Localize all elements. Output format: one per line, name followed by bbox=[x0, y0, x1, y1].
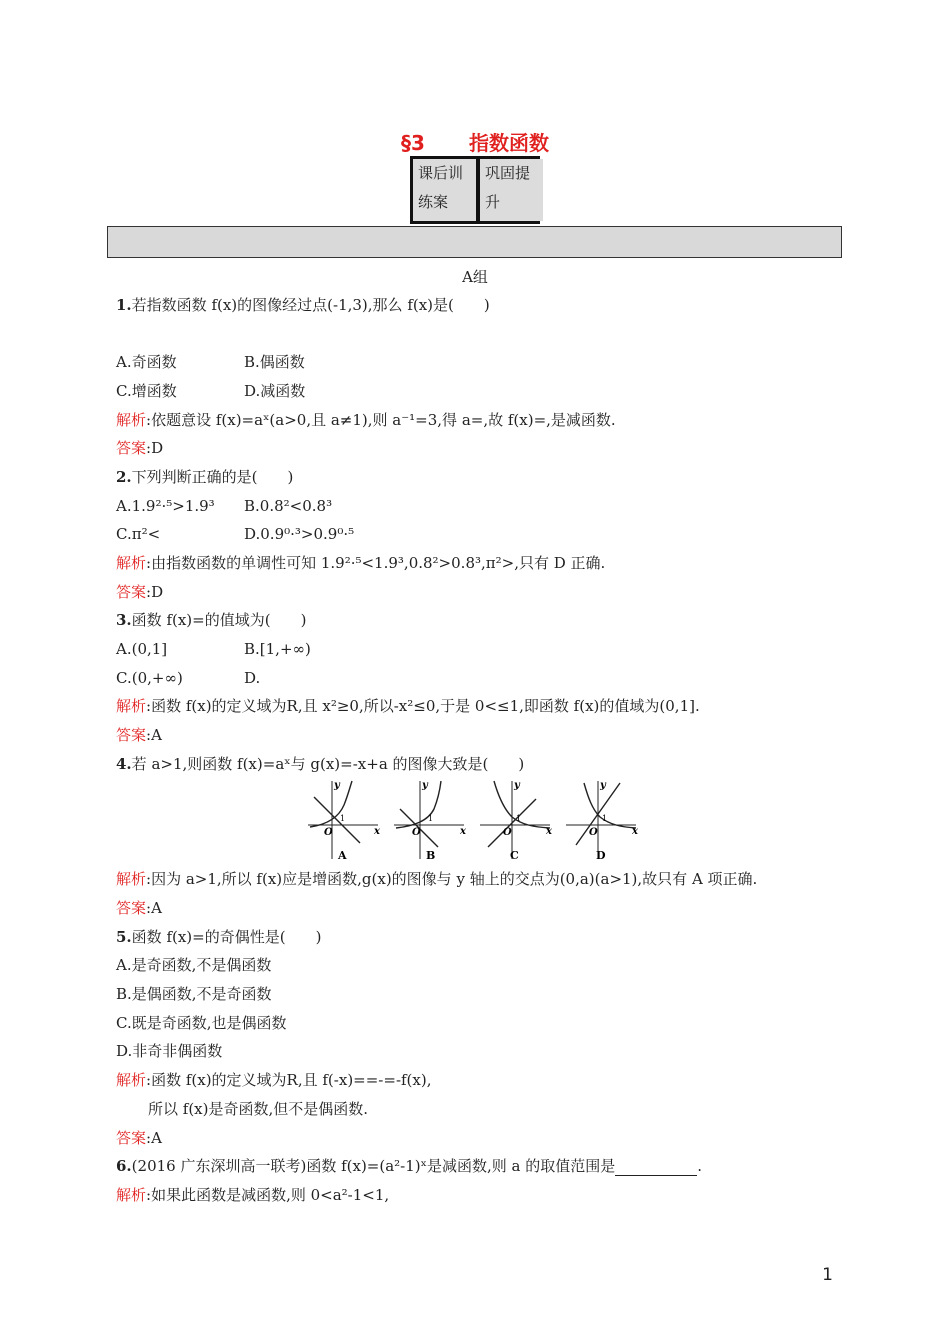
q3-option-b-wrap bbox=[244, 639, 311, 659]
q2-stem bbox=[116, 467, 293, 487]
q5-answer bbox=[116, 1128, 162, 1148]
answer-label: 答案 bbox=[116, 1129, 147, 1147]
q6-analysis bbox=[116, 1185, 389, 1205]
analysis-label: 解析 bbox=[116, 1186, 147, 1204]
section-number: §3 bbox=[401, 131, 425, 155]
q3-answer bbox=[116, 725, 162, 745]
analysis-label: 解析 bbox=[116, 697, 147, 715]
q1-stem-text: 若指数函数 f(x)的图像经过点(-1,3),那么 f(x)是( ) bbox=[131, 296, 490, 314]
q1-option-d-wrap bbox=[244, 381, 305, 401]
origin-label: O bbox=[589, 827, 598, 838]
q4-figure-c bbox=[476, 775, 558, 865]
q5-option-c: C.既是奇函数,也是偶函数 bbox=[116, 1014, 287, 1032]
axis-y-label: y bbox=[422, 780, 428, 791]
one-label: 1 bbox=[340, 814, 346, 823]
q1-options-row2 bbox=[116, 381, 177, 401]
q5-stem-text: 函数 f(x)=的奇偶性是( ) bbox=[131, 928, 322, 946]
q1-option-c: C.增函数 bbox=[116, 382, 177, 400]
q5-analysis-text2: 所以 f(x)是奇函数,但不是偶函数. bbox=[148, 1100, 369, 1118]
q2-option-a-wrap bbox=[116, 496, 215, 516]
q2-stem-text: 下列判断正确的是( ) bbox=[131, 468, 294, 486]
q1-analysis-text: :依题意设 f(x)=aˣ(a>0,且 a≠1),则 a⁻¹=3,得 a=,故 f(x)=,是减函数. bbox=[146, 411, 616, 429]
q2-option-d-wrap bbox=[244, 524, 354, 544]
q1-option-b-wrap bbox=[244, 352, 305, 372]
q5-option-a-wrap bbox=[116, 955, 271, 975]
q2-number: 2. bbox=[116, 468, 132, 486]
axis-x-label: x bbox=[632, 826, 638, 837]
q4-figure-a bbox=[304, 775, 386, 865]
q3-option-a-wrap bbox=[116, 639, 167, 659]
q3-number: 3. bbox=[116, 611, 132, 629]
axis-x-label: x bbox=[546, 826, 552, 837]
q3-option-b: B.[1,+∞) bbox=[244, 640, 311, 658]
q1-option-b: B.偶函数 bbox=[244, 353, 305, 371]
q5-stem bbox=[116, 927, 321, 947]
q2-option-c-wrap bbox=[116, 524, 160, 544]
tab-consolidate-line1: 巩固提 bbox=[485, 164, 531, 182]
tab-box bbox=[410, 156, 540, 224]
q5-analysis bbox=[116, 1070, 432, 1090]
q2-option-a: A.1.9²·⁵>1.9³ bbox=[116, 497, 215, 515]
q3-answer-text: :A bbox=[146, 726, 162, 744]
tab-homework[interactable] bbox=[413, 159, 476, 221]
q1-stem bbox=[116, 295, 490, 315]
q3-analysis bbox=[116, 696, 700, 716]
figure-label-d: D bbox=[596, 849, 606, 862]
origin-label: O bbox=[503, 827, 512, 838]
analysis-label: 解析 bbox=[116, 1071, 147, 1089]
q1-answer-text: :D bbox=[146, 439, 164, 457]
q5-answer-text: :A bbox=[146, 1129, 162, 1147]
axis-x-label: x bbox=[460, 826, 466, 837]
origin-label: O bbox=[412, 827, 421, 838]
q4-answer bbox=[116, 898, 162, 918]
tab-consolidate[interactable] bbox=[480, 159, 543, 221]
q2-answer bbox=[116, 582, 163, 602]
q2-analysis bbox=[116, 553, 605, 573]
q5-option-b: B.是偶函数,不是奇函数 bbox=[116, 985, 272, 1003]
q5-option-a: A.是奇函数,不是偶函数 bbox=[116, 956, 272, 974]
q2-option-b: B.0.8²<0.8³ bbox=[244, 497, 333, 515]
q4-stem-text: 若 a>1,则函数 f(x)=aˣ与 g(x)=-x+a 的图像大致是( ) bbox=[131, 755, 525, 773]
tab-consolidate-line2: 升 bbox=[485, 193, 501, 211]
q5-option-d-wrap bbox=[116, 1041, 222, 1061]
q3-analysis-text: :函数 f(x)的定义域为R,且 x²≥0,所以-x²≤0,于是 0<≤1,即函数 f(x)的值域为(0,1]. bbox=[146, 697, 700, 715]
origin-label: O bbox=[324, 827, 333, 838]
q2-option-d: D.0.9⁰·³>0.9⁰·⁵ bbox=[244, 525, 355, 543]
q6-analysis-text: :如果此函数是减函数,则 0<a²-1<1, bbox=[146, 1186, 390, 1204]
q6-answer-blank[interactable] bbox=[615, 1161, 697, 1176]
q6-number: 6. bbox=[116, 1157, 132, 1175]
q1-analysis bbox=[116, 410, 616, 430]
answer-label: 答案 bbox=[116, 726, 147, 744]
q1-number: 1. bbox=[116, 296, 132, 314]
axis-x-label: x bbox=[374, 826, 380, 837]
analysis-label: 解析 bbox=[116, 554, 147, 572]
chapter-title bbox=[0, 127, 950, 156]
answer-label: 答案 bbox=[116, 439, 147, 457]
axis-y-label: y bbox=[334, 780, 340, 791]
q3-stem bbox=[116, 610, 306, 630]
analysis-label: 解析 bbox=[116, 411, 147, 429]
q3-stem-text: 函数 f(x)=的值域为( ) bbox=[131, 611, 307, 629]
q2-option-c: C.π²< bbox=[116, 525, 161, 543]
one-label: 1 bbox=[602, 814, 608, 823]
q1-answer bbox=[116, 438, 163, 458]
section-name: 指数函数 bbox=[468, 131, 549, 155]
q4-figures bbox=[304, 775, 646, 865]
q3-option-d: D. bbox=[244, 669, 261, 687]
q6-stem-end: . bbox=[697, 1157, 703, 1175]
q4-figure-b bbox=[390, 775, 472, 865]
q4-analysis-text: :因为 a>1,所以 f(x)应是增函数,g(x)的图像与 y 轴上的交点为(0,a)(a>1),故只有 A 项正确. bbox=[146, 870, 758, 888]
q4-figure-d bbox=[562, 775, 644, 865]
q2-analysis-text: :由指数函数的单调性可知 1.9²·⁵<1.9³,0.8²>0.8³,π²>,只有 D 正确. bbox=[146, 554, 606, 572]
figure-label-c: C bbox=[510, 849, 519, 862]
one-label: 1 bbox=[428, 814, 434, 823]
q2-answer-text: :D bbox=[146, 583, 164, 601]
q6-stem-text: (2016 广东深圳高一联考)函数 f(x)=(a²-1)ˣ是减函数,则 a 的取值范围是 bbox=[131, 1157, 616, 1175]
tab-homework-line2: 练案 bbox=[418, 193, 449, 211]
q1-options-row1 bbox=[116, 352, 177, 372]
group-heading: A组 bbox=[462, 268, 488, 286]
q5-option-b-wrap bbox=[116, 984, 272, 1004]
q3-option-c: C.(0,+∞) bbox=[116, 669, 183, 687]
q4-number: 4. bbox=[116, 755, 132, 773]
page-number: 1 bbox=[822, 1265, 833, 1285]
q4-stem bbox=[116, 754, 524, 774]
axis-y-label: y bbox=[600, 780, 606, 791]
q1-option-d: D.减函数 bbox=[244, 382, 306, 400]
figure-label-b: B bbox=[426, 849, 436, 862]
q3-option-c-wrap bbox=[116, 668, 183, 688]
q2-option-b-wrap bbox=[244, 496, 332, 516]
header-band bbox=[107, 226, 842, 258]
answer-label: 答案 bbox=[116, 899, 147, 917]
one-label: 1 bbox=[516, 814, 522, 823]
q5-analysis-cont bbox=[148, 1099, 368, 1119]
q5-option-d: D.非奇非偶函数 bbox=[116, 1042, 223, 1060]
q5-number: 5. bbox=[116, 928, 132, 946]
answer-label: 答案 bbox=[116, 583, 147, 601]
q6-stem bbox=[116, 1156, 702, 1176]
q4-analysis bbox=[116, 869, 757, 889]
figure-label-a: A bbox=[338, 849, 347, 862]
analysis-label: 解析 bbox=[116, 870, 147, 888]
q3-option-d-wrap bbox=[244, 668, 260, 688]
axis-y-label: y bbox=[514, 780, 520, 791]
q5-analysis-text: :函数 f(x)的定义域为R,且 f(-x)==-=-f(x), bbox=[146, 1071, 432, 1089]
q5-option-c-wrap bbox=[116, 1013, 286, 1033]
q1-option-a: A.奇函数 bbox=[116, 353, 177, 371]
tab-homework-line1: 课后训 bbox=[418, 164, 464, 182]
q3-option-a: A.(0,1] bbox=[116, 640, 168, 658]
q4-answer-text: :A bbox=[146, 899, 162, 917]
